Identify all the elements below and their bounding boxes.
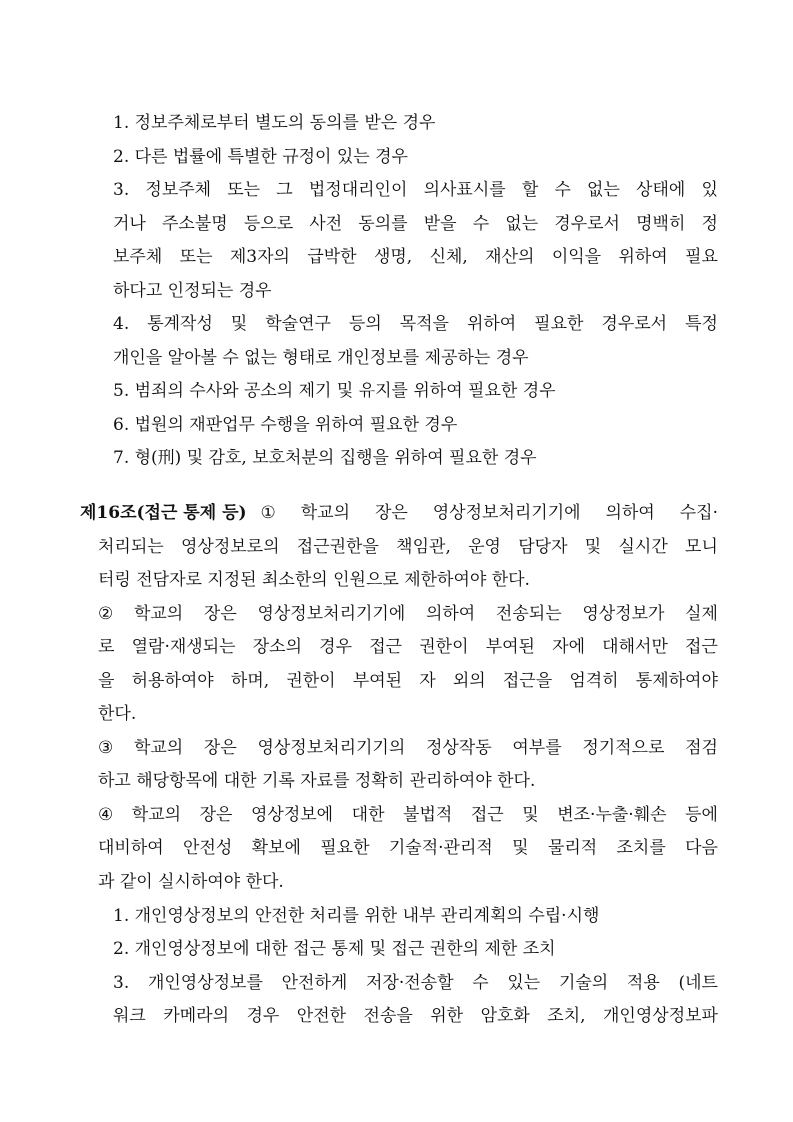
sub-item-3-line-2 <box>113 1005 718 1027</box>
word: 적용 <box>626 973 660 993</box>
word: 학교의 <box>133 738 184 758</box>
word: 엄격히 <box>569 671 619 691</box>
list-item-4-line-2: 개인을 알아볼 수 없는 형태로 개인정보를 제공하는 경우 <box>113 348 529 368</box>
word: 장은 <box>203 738 237 758</box>
word: 및 <box>584 537 602 557</box>
word: 제3자의 <box>229 247 290 267</box>
article-16-para-2-line-2 <box>98 636 718 658</box>
word: 특정 <box>685 314 718 334</box>
word: 학교의 <box>133 604 184 624</box>
article-16-para-3-line-1 <box>98 737 718 759</box>
word: 확보에 <box>251 838 301 858</box>
word: 보주체 <box>113 247 163 267</box>
word: 법정대리인이 <box>308 180 408 200</box>
word: 변조·누출·훼손 <box>557 805 667 825</box>
list-item-3-line-4: 하다고 인정되는 경우 <box>113 281 272 301</box>
word: 있는 <box>507 973 541 993</box>
word: 물리적 <box>547 838 598 858</box>
list-item-5-line-1: 5. 범죄의 수사와 공소의 제기 및 유지를 위하여 필요한 경우 <box>113 381 556 401</box>
word: 3. <box>113 180 130 200</box>
word: 4. <box>113 314 130 334</box>
word: 의사표시를 <box>423 180 506 200</box>
word: 경우 <box>246 1006 280 1026</box>
word: 부여된 <box>485 637 535 657</box>
word: 권한이 <box>286 671 336 691</box>
word: 장은 <box>203 604 237 624</box>
word: ④ <box>98 805 114 825</box>
article-16-para-3-line-2: 하고 해당항목에 대한 기록 자료를 정확히 관리하여야 한다. <box>98 771 536 791</box>
word: 생명, <box>373 247 413 267</box>
word: 신체, <box>429 247 468 267</box>
word: 운영 <box>468 537 501 557</box>
word: 영상정보에 <box>250 805 334 825</box>
word: 점검 <box>685 738 718 758</box>
word: 없는 <box>587 180 620 200</box>
word: 통계작성 <box>147 314 213 334</box>
list-item-3-line-3 <box>113 246 718 268</box>
word: 경우로서 <box>554 214 620 234</box>
word: 이익을 <box>551 247 602 267</box>
word: 경우로서 <box>601 314 668 334</box>
word: 학교의 <box>131 805 182 825</box>
word: 받을 <box>423 214 457 234</box>
word: 그 <box>276 180 293 200</box>
list-item-3-line-1 <box>113 179 718 201</box>
list-item-3-line-2 <box>113 213 718 235</box>
word: 장소의 <box>252 637 302 657</box>
word: 정기적으로 <box>582 738 665 758</box>
word: 영상정보가 <box>582 604 665 624</box>
word: 의하여 <box>605 503 655 523</box>
word: 접근 <box>470 805 504 825</box>
article-16-para-1-line-3: 터링 전담자로 지정된 최소한의 인원으로 제한하여야 한다. <box>98 570 530 590</box>
word: 등에 <box>685 805 718 825</box>
word: 자에 <box>552 637 585 657</box>
word: 권한이 <box>419 637 469 657</box>
word: 재산의 <box>485 247 535 267</box>
article-16-para-1-line-2 <box>98 536 718 558</box>
word: 상태에 <box>636 180 686 200</box>
word: 영상정보로의 <box>180 537 280 557</box>
word: 사전 <box>309 214 343 234</box>
word: 카메라의 <box>163 1006 230 1026</box>
word: 기술적·관리적 <box>388 838 493 858</box>
word: 장은 <box>199 805 233 825</box>
word: 저장·전송할 <box>366 973 454 993</box>
word: 3. <box>113 973 130 993</box>
word: 통제하여야 <box>635 671 718 691</box>
word: 영상정보처리기기에 <box>432 503 581 523</box>
word: 필요한 <box>320 838 370 858</box>
word: 영상정보처리기기의 <box>257 738 406 758</box>
word: 위하여 <box>618 247 668 267</box>
word: 또는 <box>227 180 261 200</box>
word: 정상작동 <box>425 738 492 758</box>
word: 등의 <box>348 314 382 334</box>
word: 정 <box>701 214 718 234</box>
word: 및 <box>522 805 539 825</box>
word: 외의 <box>452 671 486 691</box>
list-item-6-line-1: 6. 법원의 재판업무 수행을 위하여 필요한 경우 <box>113 415 458 435</box>
word: 전송을 <box>363 1006 413 1026</box>
word: 장은 <box>374 503 408 523</box>
word: 허용하여야 <box>131 671 214 691</box>
word: 책임관, <box>396 537 451 557</box>
word: 등으로 <box>243 214 294 234</box>
article-16-title: 제16조(접근 통제 등) <box>80 503 247 523</box>
word: 급박한 <box>307 247 357 267</box>
word: 부여된 <box>352 671 403 691</box>
list-item-4-line-1 <box>113 313 718 335</box>
word: 동의를 <box>358 214 408 234</box>
word: 안전하게 <box>281 973 348 993</box>
article-16-para-4-line-3: 과 같이 실시하여야 한다. <box>98 872 284 892</box>
word: 수 <box>472 214 490 234</box>
word: 암호화 <box>480 1006 530 1026</box>
article-16-para-4-line-2 <box>98 837 718 859</box>
word: 또는 <box>179 247 213 267</box>
word: 경우 <box>319 637 353 657</box>
word: 개인영상정보를 <box>147 973 263 993</box>
word: 목적을 <box>399 314 449 334</box>
word: 실시간 <box>618 537 668 557</box>
word: 여부를 <box>512 738 562 758</box>
word: 및 <box>512 838 529 858</box>
word: 없는 <box>505 214 539 234</box>
article-16-para-2-line-4: 한다. <box>98 704 137 724</box>
list-item-1-line-1: 1. 정보주체로부터 별도의 동의를 받은 경우 <box>113 113 436 133</box>
word: 수집· <box>679 503 718 523</box>
word: 모니 <box>685 537 718 557</box>
sub-item-2-line-1: 2. 개인영상정보에 대한 접근 통제 및 접근 권한의 제한 조치 <box>113 939 556 959</box>
word: 개인영상정보파 <box>603 1006 718 1026</box>
word: 조치를 <box>616 838 666 858</box>
word: (네트 <box>678 973 718 993</box>
word: 접근 <box>685 637 718 657</box>
article-16-para-1-first <box>261 502 718 524</box>
word: 자 <box>419 671 436 691</box>
article-16-para-4-line-1 <box>98 804 718 826</box>
word: 하며, <box>230 671 270 691</box>
list-item-2-line-1: 2. 다른 법률에 특별한 규정이 있는 경우 <box>113 147 408 167</box>
sub-item-1-line-1: 1. 개인영상정보의 안전한 처리를 위한 내부 관리계획의 수립·시행 <box>113 906 600 926</box>
article-16-line-1 <box>80 502 718 524</box>
word: 접근 <box>369 637 403 657</box>
word: 접근권한을 <box>296 537 379 557</box>
word: 영상정보처리기기에 <box>257 604 406 624</box>
word: 대한 <box>351 805 385 825</box>
word: 로 <box>98 637 115 657</box>
word: 담당자 <box>518 537 568 557</box>
sub-item-3-line-1 <box>113 972 718 994</box>
word: ② <box>98 604 114 624</box>
word: 거나 <box>113 214 146 234</box>
word: 위하여 <box>466 314 517 334</box>
word: 대비하여 <box>98 838 164 858</box>
word: 수 <box>554 180 571 200</box>
word: ① <box>260 503 276 523</box>
word: 불법적 <box>403 805 453 825</box>
word: 위한 <box>430 1006 464 1026</box>
word: 정보주체 <box>145 180 212 200</box>
word: 열람·재생되는 <box>131 637 236 657</box>
word: 주소불명 <box>162 214 228 234</box>
word: 필요 <box>685 247 718 267</box>
word: 명백히 <box>636 214 686 234</box>
word: 워크 <box>113 1006 146 1026</box>
word: 있 <box>701 180 718 200</box>
word: 의하여 <box>425 604 476 624</box>
article-16-para-2-line-3 <box>98 670 718 692</box>
article-16-para-2-line-1 <box>98 603 718 625</box>
word: 학교의 <box>300 503 351 523</box>
word: 수 <box>472 973 489 993</box>
word: 필요한 <box>534 314 584 334</box>
word: 기술의 <box>558 973 609 993</box>
word: 학술연구 <box>265 314 331 334</box>
word: 접근을 <box>502 671 553 691</box>
word: ③ <box>98 738 114 758</box>
list-item-7-line-1: 7. 형(刑) 및 감호, 보호처분의 집행을 위하여 필요한 경우 <box>113 448 537 468</box>
word: 및 <box>230 314 248 334</box>
word: 처리되는 <box>98 537 164 557</box>
word: 실제 <box>685 604 718 624</box>
word: 안전성 <box>183 838 233 858</box>
word: 다음 <box>685 838 718 858</box>
word: 안전한 <box>296 1006 347 1026</box>
word: 할 <box>521 180 539 200</box>
word: 대해서만 <box>602 637 668 657</box>
word: 을 <box>98 671 115 691</box>
word: 조치, <box>547 1006 586 1026</box>
word: 전송되는 <box>495 604 562 624</box>
